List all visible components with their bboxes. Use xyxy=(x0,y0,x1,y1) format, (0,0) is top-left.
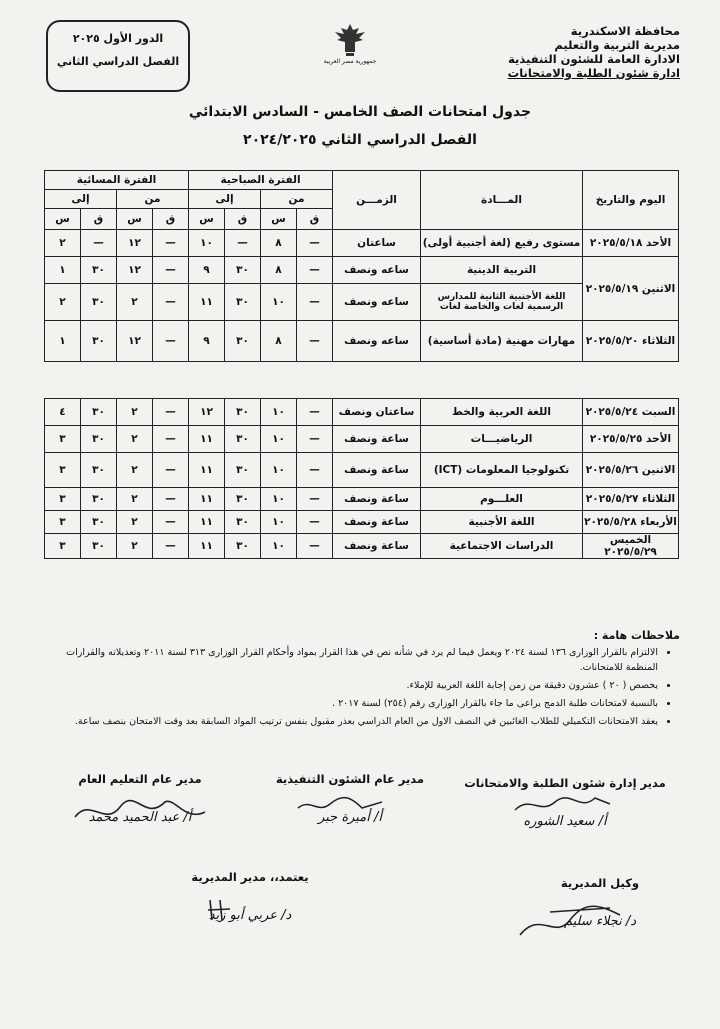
signatory-title: وكيل المديرية xyxy=(560,876,640,890)
header-row-1 xyxy=(45,171,679,190)
time-cell: — xyxy=(81,230,117,257)
time-cell: ٢ xyxy=(117,511,153,534)
signatory-name: د/ نجلاء سليم xyxy=(563,914,637,929)
exam-day-date: الثلاثاء ٢٠٢٥/٥/٢٠ xyxy=(583,321,679,362)
hour-col-header: س xyxy=(189,209,225,230)
exam-subject: الرياضيـــات xyxy=(421,426,583,453)
time-cell: ٣ xyxy=(45,488,81,511)
governorate-label: محافظة الاسكندرية xyxy=(570,24,680,38)
hour-col-header: س xyxy=(117,209,153,230)
schedule-row xyxy=(45,321,679,362)
exam-subject: الدراسات الاجتماعية xyxy=(421,534,583,559)
exam-day-date: الأحد ٢٠٢٥/٥/٢٥ xyxy=(583,426,679,453)
schedule-row xyxy=(45,257,679,284)
evening-from-header: من xyxy=(117,190,189,209)
time-cell: — xyxy=(225,230,261,257)
morning-from-header: من xyxy=(261,190,333,209)
time-cell: — xyxy=(297,488,333,511)
signatory-name: أ/ سعيد الشوره xyxy=(523,814,607,829)
schedule-row xyxy=(45,534,679,559)
time-cell: ٣٠ xyxy=(225,284,261,321)
minute-col-header: ق xyxy=(81,209,117,230)
time-cell: ١ xyxy=(45,257,81,284)
time-cell: ١١ xyxy=(189,453,225,488)
time-cell: ٢ xyxy=(117,399,153,426)
handwritten-signature-icon xyxy=(510,790,620,820)
time-cell: — xyxy=(297,426,333,453)
time-cell: ٨ xyxy=(261,321,297,362)
schedule-table xyxy=(44,170,679,559)
time-cell: ١١ xyxy=(189,511,225,534)
time-cell: ٢ xyxy=(117,284,153,321)
morning-period-header: الفترة الصباحية xyxy=(189,171,333,190)
time-cell: ٢ xyxy=(117,426,153,453)
exam-subject: التربية الدينية xyxy=(421,257,583,284)
time-cell: ١١ xyxy=(189,284,225,321)
handwritten-signature-icon xyxy=(510,900,630,945)
time-cell: ٣ xyxy=(45,426,81,453)
evening-to-header: إلى xyxy=(45,190,117,209)
minute-col-header: ق xyxy=(225,209,261,230)
time-cell: ٣ xyxy=(45,453,81,488)
document-title: جدول امتحانات الصف الخامس - السادس الابتدائي xyxy=(188,104,532,120)
exam-subject: اللغة العربية والخط xyxy=(421,399,583,426)
notes-section xyxy=(40,628,680,732)
time-cell: ١١ xyxy=(189,534,225,559)
minute-col-header: ق xyxy=(297,209,333,230)
schedule-row xyxy=(45,511,679,534)
handwritten-signature-icon xyxy=(290,790,390,820)
time-cell: ١٠ xyxy=(261,453,297,488)
time-cell: ١ xyxy=(45,321,81,362)
time-cell: ٨ xyxy=(261,257,297,284)
time-cell: ٣ xyxy=(45,534,81,559)
time-cell: ٣٠ xyxy=(225,257,261,284)
notes-list xyxy=(40,645,668,729)
directorate-label: مديرية التربية والتعليم xyxy=(554,38,680,52)
exam-day-date: الأربعاء ٢٠٢٥/٥/٢٨ xyxy=(583,511,679,534)
time-cell: ١٠ xyxy=(261,284,297,321)
time-cell: — xyxy=(297,511,333,534)
exam-day-date: الثلاثاء ٢٠٢٥/٥/٢٧ xyxy=(583,488,679,511)
time-cell: ٣٠ xyxy=(225,453,261,488)
document-subtitle: الفصل الدراسي الثاني ٢٠٢٤/٢٠٢٥ xyxy=(243,132,477,148)
exam-duration: ساعة ونصف xyxy=(333,534,421,559)
time-cell: ٨ xyxy=(261,230,297,257)
time-cell: — xyxy=(297,453,333,488)
exam-duration: ساعتان ونصف xyxy=(333,399,421,426)
time-cell: — xyxy=(153,257,189,284)
time-cell: ٣٠ xyxy=(81,257,117,284)
exam-duration: ساعه ونصف xyxy=(333,321,421,362)
exam-day-date: الخميس ٢٠٢٥/٥/٢٩ xyxy=(583,534,679,559)
time-cell: ١١ xyxy=(189,488,225,511)
schedule-body xyxy=(45,171,679,559)
exam-duration: ساعه ونصف xyxy=(333,284,421,321)
exam-duration: ساعة ونصف xyxy=(333,426,421,453)
time-cell: ١٢ xyxy=(189,399,225,426)
time-cell: ١١ xyxy=(189,426,225,453)
time-cell: — xyxy=(153,284,189,321)
time-cell: ٣٠ xyxy=(81,399,117,426)
administration-label: الادارة العامة للشئون التنفيذية xyxy=(508,52,680,66)
time-cell: — xyxy=(297,321,333,362)
time-cell: — xyxy=(153,321,189,362)
time-cell: — xyxy=(297,257,333,284)
exam-subject: العلـــوم xyxy=(421,488,583,511)
time-cell: — xyxy=(297,230,333,257)
exam-round-box xyxy=(46,20,190,92)
signatory-title: مدير عام الشئون التنفيذية xyxy=(275,772,425,786)
time-cell: ٣٠ xyxy=(225,426,261,453)
issuer-header xyxy=(460,24,680,80)
time-cell: — xyxy=(153,453,189,488)
handwritten-signature-icon xyxy=(70,792,210,832)
exam-round-label: الدور الأول ٢٠٢٥ xyxy=(72,32,164,45)
handwritten-signature-icon xyxy=(200,895,260,925)
exam-subject: اللغة الأجنبية الثانية للمدارس الرسمية لغات والخاصة لغات xyxy=(421,284,583,321)
duration-header: الزمـــن xyxy=(333,171,421,230)
exam-duration: ساعة ونصف xyxy=(333,453,421,488)
time-cell: — xyxy=(297,399,333,426)
exam-day-date: الاثنين ٢٠٢٥/٥/٢٦ xyxy=(583,453,679,488)
time-cell: ٣٠ xyxy=(81,284,117,321)
time-cell: — xyxy=(153,399,189,426)
time-cell: ٩ xyxy=(189,321,225,362)
semester-label: الفصل الدراسي الثاني xyxy=(56,55,180,68)
exam-day-date: السبت ٢٠٢٥/٥/٢٤ xyxy=(583,399,679,426)
time-cell: ٣٠ xyxy=(81,534,117,559)
minute-col-header: ق xyxy=(153,209,189,230)
signatory-title: يعتمد،، مدير المديرية xyxy=(191,870,309,884)
schedule-row xyxy=(45,230,679,257)
hour-col-header: س xyxy=(261,209,297,230)
section-gap xyxy=(45,362,679,399)
signatory-title: مدير عام التعليم العام xyxy=(78,772,202,786)
signatory-name: أ/ أميرة جبر xyxy=(318,810,382,825)
notes-heading: ملاحظات هامة : xyxy=(593,629,680,642)
subject-header: المـــادة xyxy=(421,171,583,230)
exam-duration: ساعة ونصف xyxy=(333,488,421,511)
time-cell: ١٢ xyxy=(117,230,153,257)
schedule-row xyxy=(45,399,679,426)
time-cell: ١٢ xyxy=(117,321,153,362)
time-cell: ١٠ xyxy=(189,230,225,257)
time-cell: — xyxy=(153,230,189,257)
time-cell: ٣٠ xyxy=(81,426,117,453)
time-cell: ٩ xyxy=(189,257,225,284)
time-cell: ٢ xyxy=(117,488,153,511)
note-item: • يخصص ( ٢٠ ) عشرون دقيقة من زمن إجابة اللغة العربية للإملاء. xyxy=(40,678,658,693)
evening-period-header: الفترة المسائية xyxy=(45,171,189,190)
note-item: • يعقد الامتحانات التكميلي للطلاب الغائبين في النصف الاول من العام الدراسي بعذر مقبول بنفس ترتيب المواد السابقة بعد وقت الامتحان بنصف ساعة. xyxy=(40,714,658,729)
exam-subject: مهارات مهنية (مادة أساسية) xyxy=(421,321,583,362)
signatory-name: أ/ عبد الحميد محمد xyxy=(88,810,192,825)
time-cell: ١٠ xyxy=(261,426,297,453)
time-cell: ٣٠ xyxy=(225,511,261,534)
exam-subject: تكنولوجيا المعلومات (ICT) xyxy=(421,453,583,488)
morning-to-header: إلى xyxy=(189,190,261,209)
time-cell: ٣٠ xyxy=(81,321,117,362)
department-label: ادارة شئون الطلبة والامتحانات xyxy=(507,66,680,80)
time-cell: ٣٠ xyxy=(81,488,117,511)
time-cell: ٢ xyxy=(117,453,153,488)
time-cell: — xyxy=(153,534,189,559)
exam-duration: ساعه ونصف xyxy=(333,257,421,284)
signatory-name: د/ عربي أبو زيد xyxy=(208,908,292,923)
schedule-row xyxy=(45,453,679,488)
eagle-crest-icon xyxy=(325,22,375,58)
time-cell: — xyxy=(153,426,189,453)
time-cell: — xyxy=(297,284,333,321)
time-cell: ٣٠ xyxy=(81,453,117,488)
time-cell: ١٠ xyxy=(261,488,297,511)
exam-duration: ساعة ونصف xyxy=(333,511,421,534)
day-date-header: اليوم والتاريخ xyxy=(583,171,679,230)
exam-subject: اللغة الأجنبية xyxy=(421,511,583,534)
exam-duration: ساعتان xyxy=(333,230,421,257)
time-cell: ٣ xyxy=(45,511,81,534)
signatory-title: مدير إدارة شئون الطلبة والامتحانات xyxy=(464,776,666,790)
time-cell: ٤ xyxy=(45,399,81,426)
time-cell: — xyxy=(153,511,189,534)
note-item: • بالنسبة لامتحانات طلبة الدمج يراعى ما جاء بالقرار الوزارى رقم (٢٥٤) لسنة ٢٠١٧ . xyxy=(40,696,658,711)
crest-caption: جمهورية مصر العربية xyxy=(323,58,377,65)
schedule-row xyxy=(45,488,679,511)
time-cell: ٢ xyxy=(45,230,81,257)
time-cell: ٢ xyxy=(117,534,153,559)
time-cell: — xyxy=(297,534,333,559)
exam-day-date: الاثنين ٢٠٢٥/٥/١٩ xyxy=(583,257,679,321)
time-cell: ٣٠ xyxy=(225,399,261,426)
time-cell: ١٠ xyxy=(261,399,297,426)
time-cell: ١٠ xyxy=(261,534,297,559)
exam-subject: مستوى رفيع (لغة أجنبية أولى) xyxy=(421,230,583,257)
time-cell: ٣٠ xyxy=(225,488,261,511)
exam-day-date: الأحد ٢٠٢٥/٥/١٨ xyxy=(583,230,679,257)
time-cell: — xyxy=(153,488,189,511)
hour-col-header: س xyxy=(45,209,81,230)
note-item: • الالتزام بالقرار الوزارى ١٣٦ لسنة ٢٠٢٤ ويعمل فيما لم يرد في شأنه نص في هذا القرار بمواد وأحكام القرار الوزارى ٣١٣ لسنة ٢٠١١ وتعديلاته والقرارات المنظمة للامتحانات. xyxy=(40,645,658,675)
schedule-row xyxy=(45,426,679,453)
time-cell: ٣٠ xyxy=(225,321,261,362)
time-cell: ١٠ xyxy=(261,511,297,534)
time-cell: ٢ xyxy=(45,284,81,321)
time-cell: ٣٠ xyxy=(225,534,261,559)
time-cell: ٣٠ xyxy=(81,511,117,534)
time-cell: ١٢ xyxy=(117,257,153,284)
